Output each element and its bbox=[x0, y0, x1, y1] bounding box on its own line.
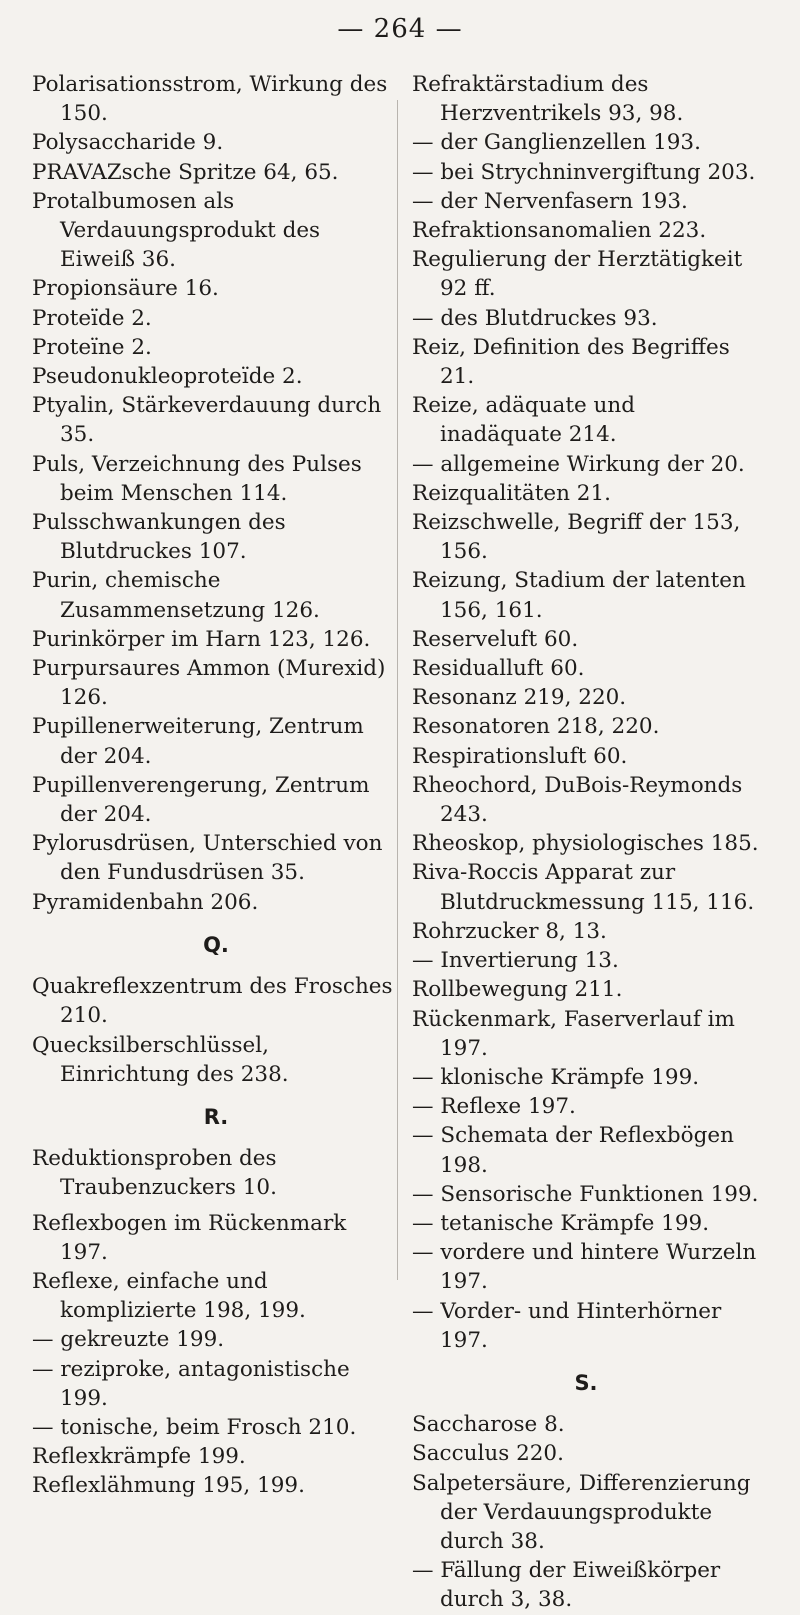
index-entry: — klonische Krämpfe 199. bbox=[412, 1064, 700, 1090]
index-entry: Quakreflexzentrum des Frosches 210. bbox=[32, 974, 393, 1029]
index-entry: Refraktärstadium des Herzventrikels 93, 98. bbox=[412, 72, 684, 127]
index-entry: Salpetersäure, Differenzierung der Verdauungsprodukte durch 38. bbox=[412, 1470, 751, 1554]
index-entry: — Schemata der Reflexbögen 198. bbox=[412, 1123, 734, 1178]
index-entry: Reflexlähmung 195, 199. bbox=[32, 1473, 305, 1499]
index-entry: PRAVAZsche Spritze 64, 65. bbox=[32, 159, 339, 185]
section-heading: S. bbox=[574, 1370, 598, 1395]
index-entry: — der Nervenfasern 193. bbox=[412, 188, 688, 214]
index-entry: — Fällung der Eiweißkörper durch 3, 38. bbox=[412, 1558, 721, 1613]
index-entry: Regulierung der Herztätigkeit 92 ff. bbox=[412, 247, 743, 302]
index-entry: — tetanische Krämpfe 199. bbox=[412, 1210, 710, 1236]
index-entry: Riva-Roccis Apparat zur Blutdruckmessung 115, 116. bbox=[412, 860, 755, 915]
index-entry: — Sensorische Funktionen 199. bbox=[412, 1181, 759, 1207]
index-column-left bbox=[32, 70, 400, 1501]
index-entry: Polysaccharide 9. bbox=[32, 130, 224, 156]
index-entry: Rohrzucker 8, 13. bbox=[412, 918, 607, 944]
index-entry: Resonatoren 218, 220. bbox=[412, 714, 660, 740]
index-entry: Rheochord, DuBois-Reymonds 243. bbox=[412, 772, 743, 828]
index-entry: Reflexe, einfache und komplizierte 198, 199. bbox=[32, 1268, 306, 1324]
index-entry: Proteïde 2. bbox=[32, 305, 152, 331]
index-entry: Protalbumosen als Verdauungsprodukt des Eiweiß 36. bbox=[32, 188, 321, 273]
index-entry: — bei Strychninvergiftung 203. bbox=[412, 159, 756, 185]
index-entry: Polarisationsstrom, Wirkung des 150. bbox=[32, 72, 388, 127]
index-entry: Puls, Verzeichnung des Pulses beim Menschen 114. bbox=[32, 451, 362, 506]
index-column-right bbox=[412, 70, 760, 1615]
index-entry: Pupillenverengerung, Zentrum der 204. bbox=[32, 772, 370, 828]
index-entry: Pyramidenbahn 206. bbox=[32, 889, 259, 915]
index-entry: Reizung, Stadium der latenten 156, 161. bbox=[412, 568, 746, 623]
index-entry: Rheoskop, physiologisches 185. bbox=[412, 831, 759, 857]
index-entry: — Reflexe 197. bbox=[412, 1094, 576, 1120]
index-entry: — des Blutdruckes 93. bbox=[412, 305, 658, 331]
index-entry: Reiz, Definition des Begriffes 21. bbox=[412, 334, 730, 390]
index-entry: — der Ganglienzellen 193. bbox=[412, 130, 701, 156]
index-entry: Purpursaures Ammon (Murexid) 126. bbox=[32, 656, 386, 711]
index-entry: Respirationsluft 60. bbox=[412, 743, 628, 769]
index-entry: Quecksilberschlüssel, Einrichtung des 238. bbox=[32, 1032, 289, 1087]
index-entry: Pylorusdrüsen, Unterschied von den Fundusdrüsen 35. bbox=[32, 831, 383, 886]
index-entry: Pseudonukleoproteïde 2. bbox=[32, 364, 303, 390]
index-entry: Reflexbogen im Rückenmark 197. bbox=[32, 1210, 347, 1265]
index-entry: Reizqualitäten 21. bbox=[412, 480, 611, 506]
index-entry: Pulsschwankungen des Blutdruckes 107. bbox=[32, 510, 286, 565]
page-number: — 264 — bbox=[337, 14, 463, 44]
index-entry: Resonanz 219, 220. bbox=[412, 685, 627, 711]
index-entry: Purinkörper im Harn 123, 126. bbox=[32, 626, 371, 652]
index-entry: Reizschwelle, Begriff der 153, 156. bbox=[412, 510, 741, 565]
index-entry: Reduktionsproben des Traubenzuckers 10. bbox=[32, 1146, 277, 1201]
index-entry: Saccharose 8. bbox=[412, 1412, 565, 1438]
section-heading: R. bbox=[203, 1104, 229, 1129]
index-entry: Propionsäure 16. bbox=[32, 276, 219, 302]
index-entry: Purin, chemische Zusammensetzung 126. bbox=[32, 568, 320, 623]
index-entry: Reize, adäquate und inadäquate 214. bbox=[412, 393, 635, 448]
index-entry: — Vorder- und Hinterhörner 197. bbox=[412, 1298, 722, 1353]
index-entry: Residualluft 60. bbox=[412, 656, 585, 682]
index-entry: Rollbewegung 211. bbox=[412, 977, 623, 1003]
index-entry: Refraktionsanomalien 223. bbox=[412, 218, 707, 244]
index-entry: Pupillenerweiterung, Zentrum der 204. bbox=[32, 714, 364, 769]
index-entry: Reflexkrämpfe 199. bbox=[32, 1444, 246, 1470]
index-entry: — tonische, beim Frosch 210. bbox=[32, 1414, 357, 1440]
index-entry: Proteïne 2. bbox=[32, 334, 152, 360]
section-heading: Q. bbox=[203, 932, 229, 957]
index-entry: Reserveluft 60. bbox=[412, 626, 579, 652]
index-entry: — allgemeine Wirkung der 20. bbox=[412, 451, 745, 477]
index-entry: Rückenmark, Faserverlauf im 197. bbox=[412, 1006, 735, 1061]
index-entry: — vordere und hintere Wurzeln 197. bbox=[412, 1240, 757, 1295]
index-entry: Ptyalin, Stärkeverdauung durch 35. bbox=[32, 393, 382, 448]
index-entry: Sacculus 220. bbox=[412, 1441, 564, 1467]
index-entry: — Invertierung 13. bbox=[412, 948, 619, 974]
index-entry: — gekreuzte 199. bbox=[32, 1327, 225, 1353]
index-entry: — reziproke, antagonistische 199. bbox=[32, 1356, 350, 1411]
